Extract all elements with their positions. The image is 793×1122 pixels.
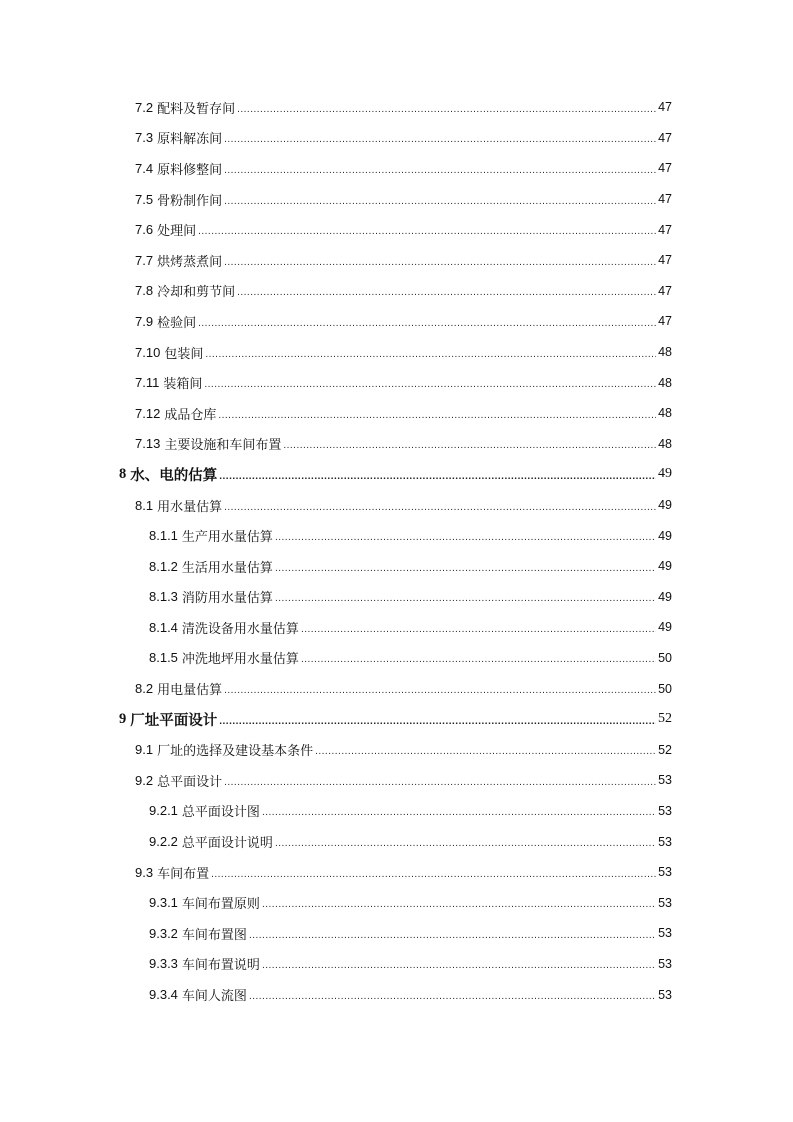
dot-leader <box>301 624 656 635</box>
toc-entry-page: 49 <box>658 528 672 543</box>
toc-entry-page: 49 <box>658 589 672 604</box>
toc-entry-page: 47 <box>658 314 672 329</box>
toc-entry-page: 50 <box>658 650 672 665</box>
toc-entry-title: 消防用水量估算 <box>181 591 273 607</box>
toc-entry-title: 车间布置图 <box>181 927 247 943</box>
toc-entry[interactable] <box>0 245 793 276</box>
toc-entry-number: 9.3 <box>135 864 154 880</box>
table-of-contents <box>0 92 793 1010</box>
toc-entry[interactable] <box>0 276 793 307</box>
toc-entry-title: 用电量估算 <box>157 683 223 699</box>
toc-entry-page: 47 <box>658 192 672 207</box>
dot-leader <box>262 960 656 971</box>
toc-subentry[interactable] <box>0 979 793 1010</box>
dot-leader <box>237 287 656 298</box>
dot-leader <box>224 502 656 513</box>
toc-entry-number: 7.12 <box>135 405 161 421</box>
toc-subentry[interactable] <box>0 918 793 949</box>
toc-entry-page: 52 <box>658 711 672 727</box>
toc-entry-title: 清洗设备用水量估算 <box>181 621 299 637</box>
toc-entry-number: 7.3 <box>135 130 154 146</box>
toc-entry-page: 47 <box>658 253 672 268</box>
toc-entry-number: 7.5 <box>135 191 154 207</box>
toc-entry-title: 检验间 <box>157 315 197 331</box>
toc-entry-title: 水、电的估算 <box>130 466 218 484</box>
toc-entry-number: 8.1.1 <box>149 528 178 544</box>
toc-entry-page: 49 <box>658 620 672 635</box>
toc-entry-number: 9.3.4 <box>149 987 178 1003</box>
dot-leader <box>275 563 656 574</box>
dot-leader <box>275 593 656 604</box>
toc-entry-title: 冷却和剪节间 <box>157 285 236 301</box>
toc-entry-page: 48 <box>658 436 672 451</box>
toc-subentry[interactable] <box>0 520 793 551</box>
dot-leader <box>275 532 656 543</box>
toc-entry-number: 7.10 <box>135 344 161 360</box>
dot-leader <box>249 930 656 941</box>
toc-entry-title: 骨粉制作间 <box>157 193 223 209</box>
toc-entry-title: 生产用水量估算 <box>181 530 273 546</box>
toc-entry-number: 8 <box>119 465 127 482</box>
toc-entry-page: 53 <box>658 987 672 1002</box>
toc-entry-number: 7.9 <box>135 313 154 329</box>
toc-entry-page: 49 <box>658 559 672 574</box>
toc-entry-page: 47 <box>658 283 672 298</box>
toc-entry-title: 厂址平面设计 <box>130 711 218 729</box>
toc-entry-page: 53 <box>658 803 672 818</box>
toc-entry-title: 主要设施和车间布置 <box>164 438 282 454</box>
toc-entry-number: 8.2 <box>135 681 154 697</box>
toc-entry-title: 车间布置原则 <box>181 897 260 913</box>
toc-entry[interactable] <box>0 92 793 123</box>
toc-entry[interactable] <box>0 214 793 245</box>
toc-entry-title: 包装间 <box>164 346 204 362</box>
toc-entry-number: 9.3.3 <box>149 956 178 972</box>
toc-entry-page: 50 <box>658 681 672 696</box>
toc-entry-title: 总平面设计图 <box>181 805 260 821</box>
toc-entry[interactable] <box>0 123 793 154</box>
toc-entry-page: 48 <box>658 406 672 421</box>
dot-leader <box>198 318 656 329</box>
toc-entry-title: 处理间 <box>157 224 197 240</box>
toc-entry[interactable] <box>0 153 793 184</box>
toc-entry-number: 8.1.3 <box>149 589 178 605</box>
toc-entry[interactable] <box>0 857 793 888</box>
dot-leader <box>262 807 656 818</box>
toc-subentry[interactable] <box>0 887 793 918</box>
toc-chapter-entry[interactable] <box>0 459 793 490</box>
toc-entry-number: 9.2 <box>135 772 154 788</box>
dot-leader <box>205 349 656 360</box>
toc-entry-page: 49 <box>658 498 672 513</box>
toc-entry-title: 车间人流图 <box>181 989 247 1005</box>
dot-leader <box>224 165 656 176</box>
dot-leader <box>211 869 656 880</box>
dot-leader <box>224 134 656 145</box>
dot-leader <box>275 838 656 849</box>
dot-leader <box>204 379 656 390</box>
toc-entry-page: 52 <box>658 742 672 757</box>
toc-entry-title: 配料及暂存间 <box>157 101 236 117</box>
toc-entry-title: 总平面设计 <box>157 774 223 790</box>
toc-entry-page: 53 <box>658 895 672 910</box>
dot-leader <box>224 685 656 696</box>
toc-entry[interactable] <box>0 184 793 215</box>
toc-subentry[interactable] <box>0 612 793 643</box>
toc-entry-number: 7.6 <box>135 222 154 238</box>
toc-subentry[interactable] <box>0 551 793 582</box>
toc-entry-number: 8.1 <box>135 497 154 513</box>
toc-entry[interactable] <box>0 337 793 368</box>
toc-entry-page: 53 <box>658 926 672 941</box>
toc-entry-number: 9.1 <box>135 742 154 758</box>
toc-entry-title: 总平面设计说明 <box>181 836 273 852</box>
dot-leader <box>219 716 656 727</box>
toc-entry-number: 7.11 <box>135 375 160 391</box>
toc-entry[interactable] <box>0 367 793 398</box>
toc-entry[interactable] <box>0 429 793 460</box>
toc-entry-number: 9.3.2 <box>149 925 178 941</box>
dot-leader <box>262 899 656 910</box>
toc-entry-number: 9.2.2 <box>149 834 178 850</box>
toc-entry-page: 49 <box>658 466 672 482</box>
toc-entry-title: 原料修整间 <box>157 162 223 178</box>
dot-leader <box>224 196 656 207</box>
toc-entry-page: 47 <box>658 130 672 145</box>
toc-entry-title: 成品仓库 <box>164 407 217 423</box>
dot-leader <box>249 991 656 1002</box>
toc-subentry[interactable] <box>0 826 793 857</box>
toc-subentry[interactable] <box>0 796 793 827</box>
toc-entry-page: 47 <box>658 100 672 115</box>
toc-chapter-entry[interactable] <box>0 704 793 735</box>
toc-entry-page: 53 <box>658 773 672 788</box>
toc-entry-title: 车间布置说明 <box>181 958 260 974</box>
toc-entry-number: 8.1.2 <box>149 558 178 574</box>
toc-entry-title: 冲洗地坪用水量估算 <box>181 652 299 668</box>
dot-leader <box>219 471 656 482</box>
toc-subentry[interactable] <box>0 582 793 613</box>
toc-entry[interactable] <box>0 490 793 521</box>
toc-entry-number: 7.2 <box>135 99 154 115</box>
dot-leader <box>198 226 656 237</box>
toc-entry-page: 48 <box>658 345 672 360</box>
toc-entry-page: 53 <box>658 865 672 880</box>
toc-entry-number: 7.13 <box>135 436 161 452</box>
toc-entry-title: 烘烤蒸煮间 <box>157 254 223 270</box>
toc-entry-page: 47 <box>658 161 672 176</box>
toc-entry[interactable] <box>0 306 793 337</box>
toc-entry-title: 车间布置 <box>157 866 210 882</box>
toc-entry-title: 装箱间 <box>163 377 203 393</box>
toc-entry-number: 9 <box>119 710 127 727</box>
toc-entry-page: 48 <box>658 375 672 390</box>
toc-entry-number: 8.1.5 <box>149 650 178 666</box>
toc-entry-title: 生活用水量估算 <box>181 560 273 576</box>
toc-entry-title: 厂址的选择及建设基本条件 <box>157 744 314 760</box>
dot-leader <box>224 257 656 268</box>
dot-leader <box>237 104 656 115</box>
toc-subentry[interactable] <box>0 949 793 980</box>
toc-subentry[interactable] <box>0 643 793 674</box>
toc-entry-page: 53 <box>658 834 672 849</box>
toc-entry-number: 7.7 <box>135 252 154 268</box>
toc-entry-title: 用水量估算 <box>157 499 223 515</box>
dot-leader <box>283 440 656 451</box>
toc-entry-number: 9.3.1 <box>149 895 178 911</box>
toc-entry-number: 9.2.1 <box>149 803 178 819</box>
toc-entry-page: 53 <box>658 956 672 971</box>
toc-entry[interactable] <box>0 765 793 796</box>
dot-leader <box>315 746 656 757</box>
dot-leader <box>218 410 656 421</box>
toc-entry[interactable] <box>0 734 793 765</box>
toc-entry[interactable] <box>0 398 793 429</box>
toc-entry-page: 47 <box>658 222 672 237</box>
toc-entry-title: 原料解冻间 <box>157 132 223 148</box>
dot-leader <box>224 777 656 788</box>
toc-entry-number: 7.8 <box>135 283 154 299</box>
toc-entry-number: 7.4 <box>135 160 154 176</box>
toc-entry[interactable] <box>0 673 793 704</box>
dot-leader <box>301 654 656 665</box>
toc-entry-number: 8.1.4 <box>149 619 178 635</box>
